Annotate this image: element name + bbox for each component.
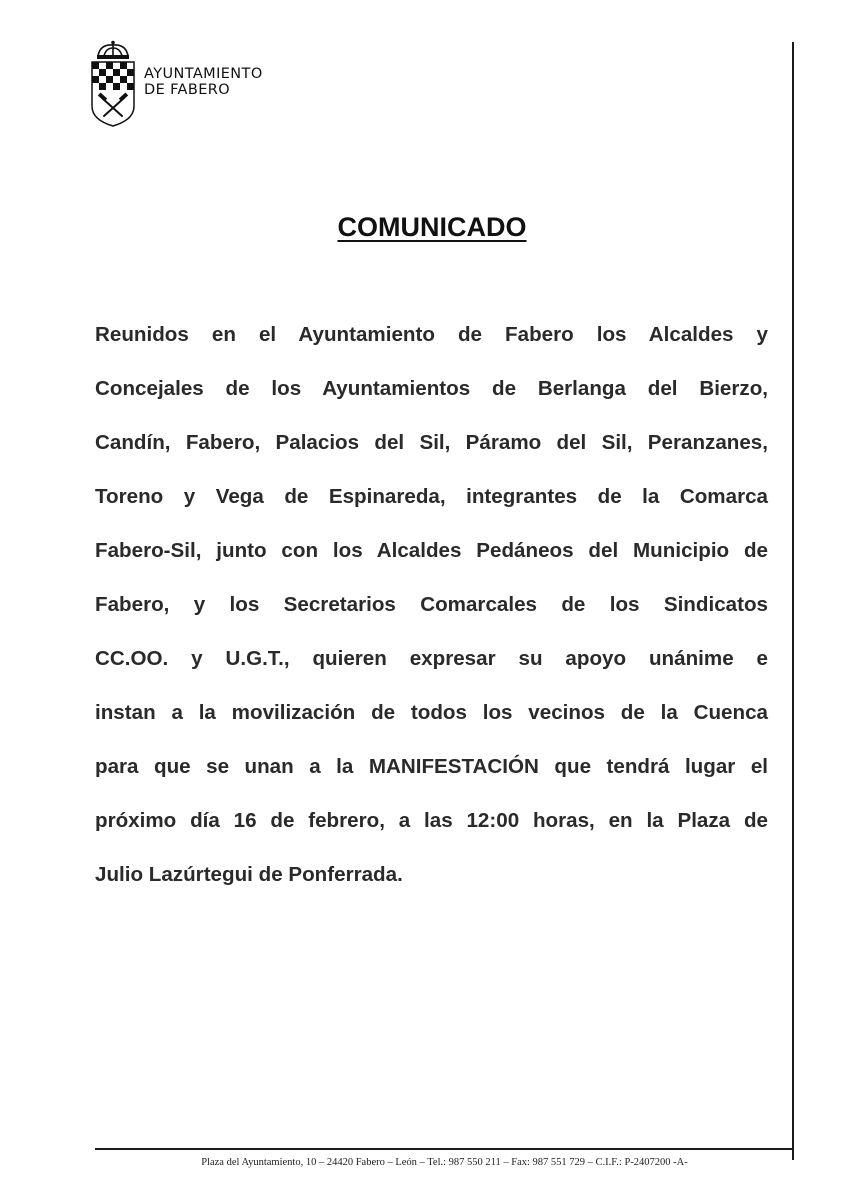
document-body [95, 308, 768, 902]
municipality-name-line1: AYUNTAMIENTO [144, 66, 263, 82]
body-line: Toreno y Vega de Espinareda, integrantes de la Comarca [95, 485, 768, 508]
body-line: Julio Lazúrtegui de Ponferrada. [95, 863, 403, 886]
body-line: Candín, Fabero, Palacios del Sil, Páramo del Sil, Peranzanes, [95, 431, 768, 454]
coat-of-arms-icon [88, 40, 138, 128]
letterhead [88, 40, 348, 132]
body-line: para que se unan a la MANIFESTACIÓN que tendrá lugar el [95, 755, 768, 778]
body-line: Concejales de los Ayuntamientos de Berlanga del Bierzo, [95, 377, 768, 400]
footer-divider [95, 1148, 794, 1150]
body-line: CC.OO. y U.G.T., quieren expresar su apoyo unánime e [95, 647, 768, 670]
body-line: Fabero, y los Secretarios Comarcales de los Sindicatos [95, 593, 768, 616]
body-line: instan a la movilización de todos los vecinos de la Cuenca [95, 701, 768, 724]
body-line: Reunidos en el Ayuntamiento de Fabero los Alcaldes y [95, 323, 768, 346]
body-line: próximo día 16 de febrero, a las 12:00 horas, en la Plaza de [95, 809, 768, 832]
right-margin-rule [792, 42, 794, 1160]
municipality-name [144, 66, 263, 98]
body-line: Fabero-Sil, junto con los Alcaldes Pedáneos del Municipio de [95, 539, 768, 562]
document-title: COMUNICADO [337, 212, 527, 242]
footer-address: Plaza del Ayuntamiento, 10 – 24420 Fabero – León – Tel.: 987 550 211 – Fax: 987 551 729 – C.I.F.: P-2407200 -A- [201, 1157, 688, 1168]
municipality-name-line2: DE FABERO [144, 82, 231, 98]
